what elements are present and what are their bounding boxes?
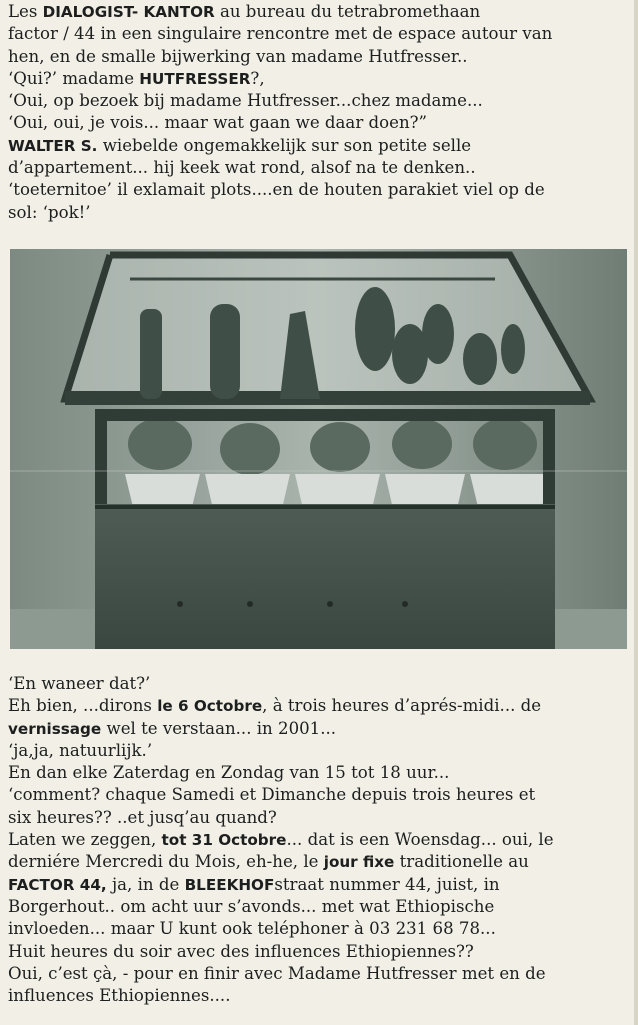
text-line: ‘toeternitoe’ il exlamait plots....en de houten parakiet viel op de bbox=[8, 180, 545, 200]
text-line: sol: ‘pok!’ bbox=[8, 202, 91, 222]
date-31-octobre: tot 31 Octobre bbox=[161, 831, 287, 850]
text-line: ‘ja,ja, natuurlijk.’ bbox=[8, 740, 153, 760]
text-line: six heures?? ..et jusq’au quand? bbox=[8, 807, 277, 827]
text-line: d’appartement... hij keek wat rond, alsof na te denken.. bbox=[8, 158, 476, 178]
text-line: Laten we zeggen, tot 31 Octobre... dat is een Woensdag... oui, le bbox=[8, 830, 554, 850]
text-line: ‘Oui, op bezoek bij madame Hutfresser...chez madame... bbox=[8, 91, 483, 111]
text-line: ‘Qui?’ madame HUTFRESSER?, bbox=[8, 68, 265, 88]
name-factor-44: FACTOR 44, bbox=[8, 875, 107, 894]
text-line: Les DIALOGIST- KANTOR au bureau du tetrabromethaan bbox=[8, 2, 481, 21]
text-line: hen, en de smalle bijwerking van madame Hutfresser.. bbox=[8, 46, 468, 66]
word-vernissage: vernissage bbox=[8, 719, 102, 738]
name-dialogist-kantor: DIALOGIST- KANTOR bbox=[42, 3, 215, 21]
cactus-greenhouse-photo bbox=[10, 249, 627, 649]
text-line: ‘comment? chaque Samedi et Dimanche depuis trois heures et bbox=[8, 785, 536, 805]
text-line: influences Ethiopiennes.... bbox=[8, 986, 231, 1006]
cactus-greenhouse-image bbox=[10, 249, 627, 649]
text-line: WALTER S. wiebelde ongemakkelijk sur son petite selle bbox=[8, 135, 472, 155]
text-line: ‘Oui, oui, je vois... maar wat gaan we daar doen?” bbox=[8, 113, 428, 133]
text-line: Eh bien, ...dirons le 6 Octobre, à trois heures d’aprés-midi... de bbox=[8, 696, 542, 716]
name-bleekhof: BLEEKHOF bbox=[184, 875, 275, 894]
text-line: Borgerhout.. om acht uur s’avonds... met wat Ethiopische bbox=[8, 896, 495, 916]
text-line: FACTOR 44, ja, in de BLEEKHOFstraat nummer 44, juist, in bbox=[8, 874, 500, 894]
paper-edge bbox=[634, 0, 638, 1025]
dialogue-text bbox=[8, 673, 623, 1007]
text-line: derniére Mercredi du Mois, eh-he, le jour fixe traditionelle au bbox=[8, 852, 529, 872]
text-line: Oui, c’est çà, - pour en finir avec Madame Hutfresser met en de bbox=[8, 963, 546, 983]
text-line: factor / 44 in een singulaire rencontre met de espace autour van bbox=[8, 24, 553, 44]
name-hutfresser: HUTFRESSER bbox=[139, 69, 251, 88]
text-line: vernissage wel te verstaan... in 2001... bbox=[8, 718, 337, 738]
text-line: Huit heures du soir avec des influences Ethiopiennes?? bbox=[8, 941, 474, 961]
word-jour-fixe: jour fixe bbox=[323, 853, 395, 872]
intro-text bbox=[8, 1, 623, 224]
name-walter-s: WALTER S. bbox=[8, 136, 98, 155]
text-line: ‘En waneer dat?’ bbox=[8, 674, 151, 693]
date-6-octobre: le 6 Octobre bbox=[157, 697, 263, 716]
text-line: invloeden... maar U kunt ook teléphoner à 03 231 68 78... bbox=[8, 919, 496, 939]
text-line: En dan elke Zaterdag en Zondag van 15 tot 18 uur... bbox=[8, 763, 450, 783]
